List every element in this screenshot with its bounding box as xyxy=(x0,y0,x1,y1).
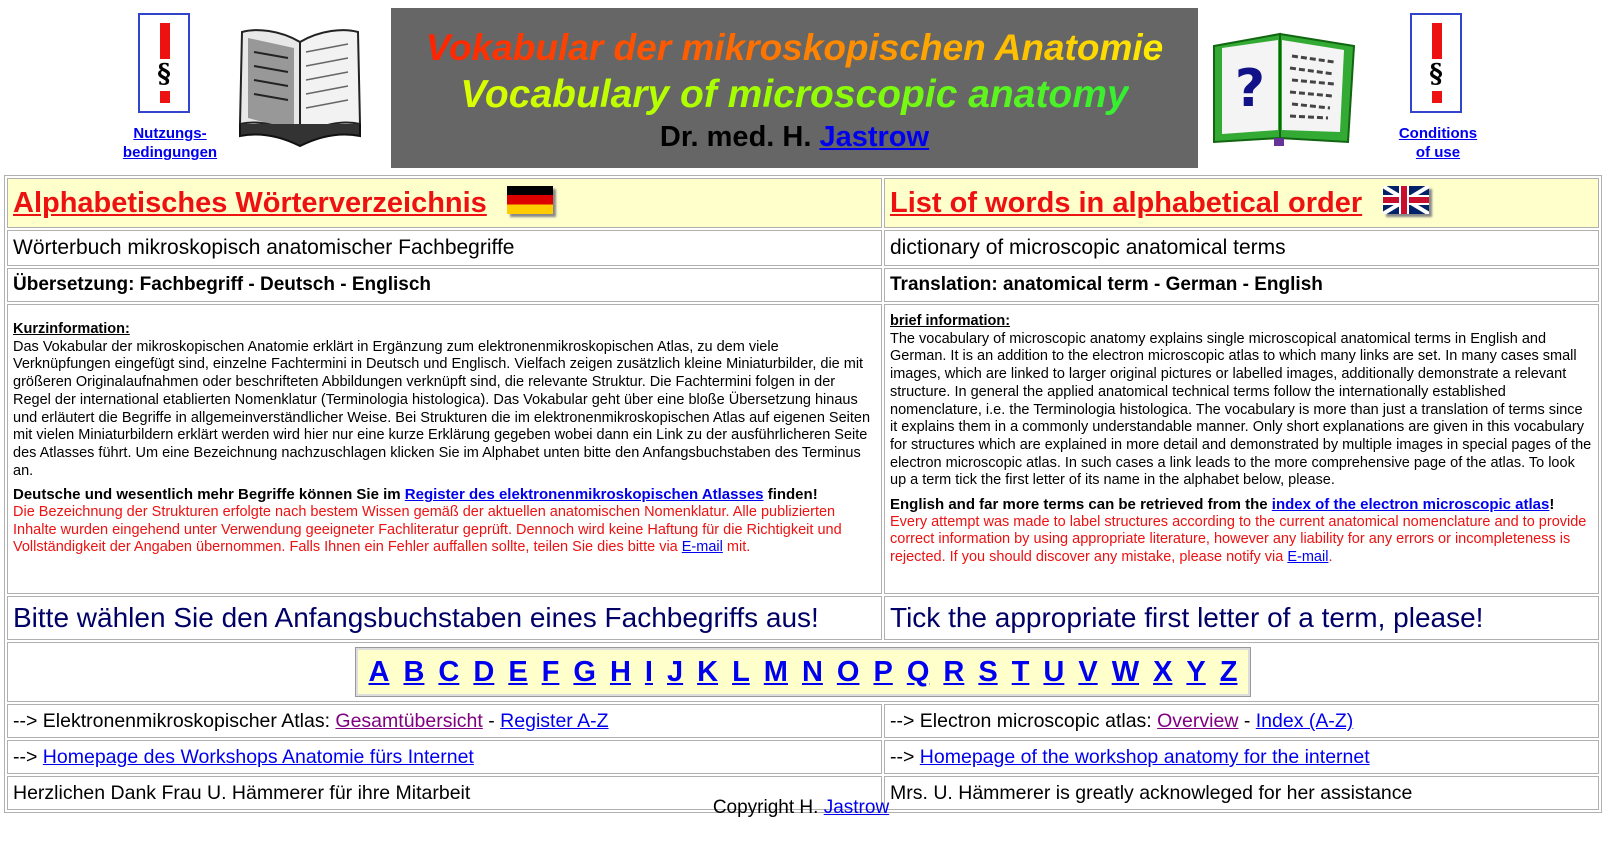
german-choose-letter: Bitte wählen Sie den Anfangsbuchstaben eines Fachbegriffs aus! xyxy=(7,596,882,640)
svg-text:?: ? xyxy=(1234,59,1266,119)
english-subtitle: dictionary of microscopic anatomical terms xyxy=(884,230,1599,266)
german-home-nav: --> Homepage des Workshops Anatomie fürs Internet xyxy=(7,740,882,774)
letter-link-v[interactable]: V xyxy=(1078,656,1098,688)
letter-link-m[interactable]: M xyxy=(763,656,788,688)
content-table xyxy=(4,175,1602,813)
letter-link-g[interactable]: G xyxy=(573,656,596,688)
letter-link-j[interactable]: J xyxy=(666,656,684,688)
english-translation-note: Translation: anatomical term - German - English xyxy=(884,268,1599,302)
letter-link-a[interactable]: A xyxy=(368,656,390,688)
english-info-block xyxy=(884,304,1599,594)
letter-link-u[interactable]: U xyxy=(1043,656,1065,688)
letter-link-b[interactable]: B xyxy=(403,656,425,688)
terms-of-use-link-de[interactable]: Nutzungs- bedingungen xyxy=(122,125,218,161)
english-index-note: English and far more terms can be retrieved from the index of the electron microscopic atlas! xyxy=(890,496,1555,514)
english-info-text: The vocabulary of microscopic anatomy explains single microscopical anatomical terms in English and German. It is an addition to the electron microscopic atlas to which many links are set. In many cases small images, which are linked to larger original pictures or labelled images, additionally demonstrate a relevant structure. In general the applied anatomical technical terms follow the internationally established nomenclature, i.e. the Terminologia histologica. The vocabulary is more than just a translation of terms since it explains them in a commonly understandable manner. Only short explanations are given in this vocabulary for structures which are explained in more detail and demonstrated by multiple images in special pages of the electron microscopic atlas. In such cases a link leads to the more comprehensive page of the atlas. To look up a term tick the first letter of its name in the alphabet below, please. xyxy=(890,330,1592,489)
english-word-list-link[interactable]: List of words in alphabetical order xyxy=(890,187,1363,219)
paragraph-warning-icon[interactable]: § xyxy=(138,13,190,113)
english-email-link[interactable]: E-mail xyxy=(1287,549,1329,566)
title-banner xyxy=(391,8,1198,168)
letter-link-c[interactable]: C xyxy=(438,656,460,688)
english-home-nav: --> Homepage of the workshop anatomy for the internet xyxy=(884,740,1599,774)
german-atlas-nav: --> Elektronenmikroskopischer Atlas: Gesamtübersicht - Register A-Z xyxy=(7,704,882,738)
german-homepage-link[interactable]: Homepage des Workshops Anatomie fürs Internet xyxy=(42,746,474,768)
english-info-label: brief information: xyxy=(890,313,1011,329)
letter-link-f[interactable]: F xyxy=(541,656,560,688)
paragraph-warning-icon-right[interactable]: § xyxy=(1410,13,1462,113)
english-atlas-index-link[interactable]: Index (A-Z) xyxy=(1255,710,1354,732)
english-homepage-link[interactable]: Homepage of the workshop anatomy for the internet xyxy=(919,746,1370,768)
letter-link-w[interactable]: W xyxy=(1111,656,1140,688)
letter-link-q[interactable]: Q xyxy=(906,656,930,688)
letter-link-x[interactable]: X xyxy=(1153,656,1173,688)
german-atlas-overview-link[interactable]: Gesamtübersicht xyxy=(335,710,483,732)
german-info-block xyxy=(7,304,882,594)
english-atlas-overview-link[interactable]: Overview xyxy=(1157,710,1239,732)
german-word-list-link[interactable]: Alphabetisches Wörterverzeichnis xyxy=(13,187,487,219)
german-translation-note: Übersetzung: Fachbegriff - Deutsch - Englisch xyxy=(7,268,882,302)
open-book-icon xyxy=(236,22,364,150)
english-disclaimer: Every attempt was made to label structures according to the current anatomical nomenclature and to provide correct information by using appropriate literature, however any liability for any errors or incompleteness is rejected. If you should discover any mistake, please notify via E-mail. xyxy=(890,513,1587,566)
question-book-icon xyxy=(1208,26,1358,150)
letter-link-i[interactable]: I xyxy=(644,656,653,688)
title-english: Vocabulary of microscopic anatomy xyxy=(460,73,1129,116)
copyright-author-link[interactable]: Jastrow xyxy=(823,797,890,818)
english-index-link[interactable]: index of the electron microscopic atlas xyxy=(1271,496,1550,514)
german-disclaimer: Die Bezeichnung der Strukturen erfolgte nach bestem Wissen gemäß der aktuellen anatomischen Nomenklatur. Alle publizierten Inhalte wurden eingehend unter Verwendung geeigneter Fachliteratur geprüft. Dennoch wird keine Haftung für die Richtigkeit und Vollständigkeit der Angaben übernommen. Falls Ihnen ein Fehler auffallen sollte, teilen Sie dies bitte via E-mail mit. xyxy=(13,504,842,556)
german-atlas-index-link[interactable]: Register A-Z xyxy=(500,710,609,732)
uk-flag-icon xyxy=(1383,186,1429,214)
german-register-link[interactable]: Register des elektronenmikroskopischen Atlasses xyxy=(404,486,764,504)
english-choose-letter: Tick the appropriate first letter of a term, please! xyxy=(884,596,1599,640)
german-info-text: Das Vokabular der mikroskopischen Anatomie erklärt in Ergänzung zum elektronenmikroskopischen Atlas, zu dem viele Verknüpfungen eingefügt sind, einzelne Fachtermini in Deutsch und Englisch. Vielfach zeigen zusätzlich kleine Miniaturbilder, die mit größeren Originalaufnahmen oder beschrifteten Abbildungen verknüpft sind, die relevante Struktur. Die Fachtermini folgen in der Regel der international etablierten Nomenklatur (Terminologia histologica). Das Vokabular geht über eine bloße Übersetzung hinaus und erläutert die Begriffe in allgemeinverständlicher Weise. Bei Strukturen die im elektronenmikroskopischen Atlas auf eigenen Seiten mit vielen Miniaturbildern erklärt werden wird hier nur eine kurze Erklärung gegeben wobei dann ein Link zu der ausführlicheren Seite des Atlasses führt. Um eine Bezeichnung nachzuschlagen klicken Sie im Alphabet unten bitte den Anfangsbuchstaben des Terminus an. xyxy=(13,338,871,479)
german-thanks: Herzlichen Dank Frau U. Hämmerer für ihre Mitarbeit xyxy=(7,776,882,810)
page-header xyxy=(0,0,1602,172)
letter-link-h[interactable]: H xyxy=(609,656,631,688)
german-info-label: Kurzinformation: xyxy=(13,321,130,337)
english-thanks: Mrs. U. Hämmerer is greatly acknowleged for her assistance xyxy=(884,776,1599,810)
german-flag-icon xyxy=(507,186,553,214)
english-atlas-nav: --> Electron microscopic atlas: Overview - Index (A-Z) xyxy=(884,704,1599,738)
english-heading-cell xyxy=(884,178,1599,228)
title-author: Dr. med. H. Jastrow xyxy=(659,121,930,153)
letter-link-o[interactable]: O xyxy=(836,656,860,688)
letter-link-z[interactable]: Z xyxy=(1219,656,1238,688)
letter-link-l[interactable]: L xyxy=(732,656,750,688)
letter-link-e[interactable]: E xyxy=(508,656,528,688)
letter-link-t[interactable]: T xyxy=(1011,656,1030,688)
letter-link-d[interactable]: D xyxy=(473,656,495,688)
letter-link-n[interactable]: N xyxy=(801,656,823,688)
title-german: Vokabular der mikroskopischen Anatomie xyxy=(425,27,1164,68)
german-register-note: Deutsche und wesentlich mehr Begriffe können Sie im Register des elektronenmikroskopischen Atlasses finden! xyxy=(13,486,818,504)
letter-link-p[interactable]: P xyxy=(873,656,893,688)
letter-link-y[interactable]: Y xyxy=(1186,656,1206,688)
author-link[interactable]: Jastrow xyxy=(819,121,930,153)
letter-link-s[interactable]: S xyxy=(978,656,998,688)
alphabet-bar xyxy=(355,647,1252,697)
letter-link-k[interactable]: K xyxy=(697,656,719,688)
german-email-link[interactable]: E-mail xyxy=(681,539,723,556)
alphabet-cell xyxy=(7,642,1599,702)
letter-link-r[interactable]: R xyxy=(943,656,965,688)
copyright-footer: Copyright H. Jastrow xyxy=(712,797,890,818)
terms-of-use-link-en[interactable]: Conditions of use xyxy=(1398,125,1478,161)
german-subtitle: Wörterbuch mikroskopisch anatomischer Fachbegriffe xyxy=(7,230,882,266)
german-heading-cell xyxy=(7,178,882,228)
